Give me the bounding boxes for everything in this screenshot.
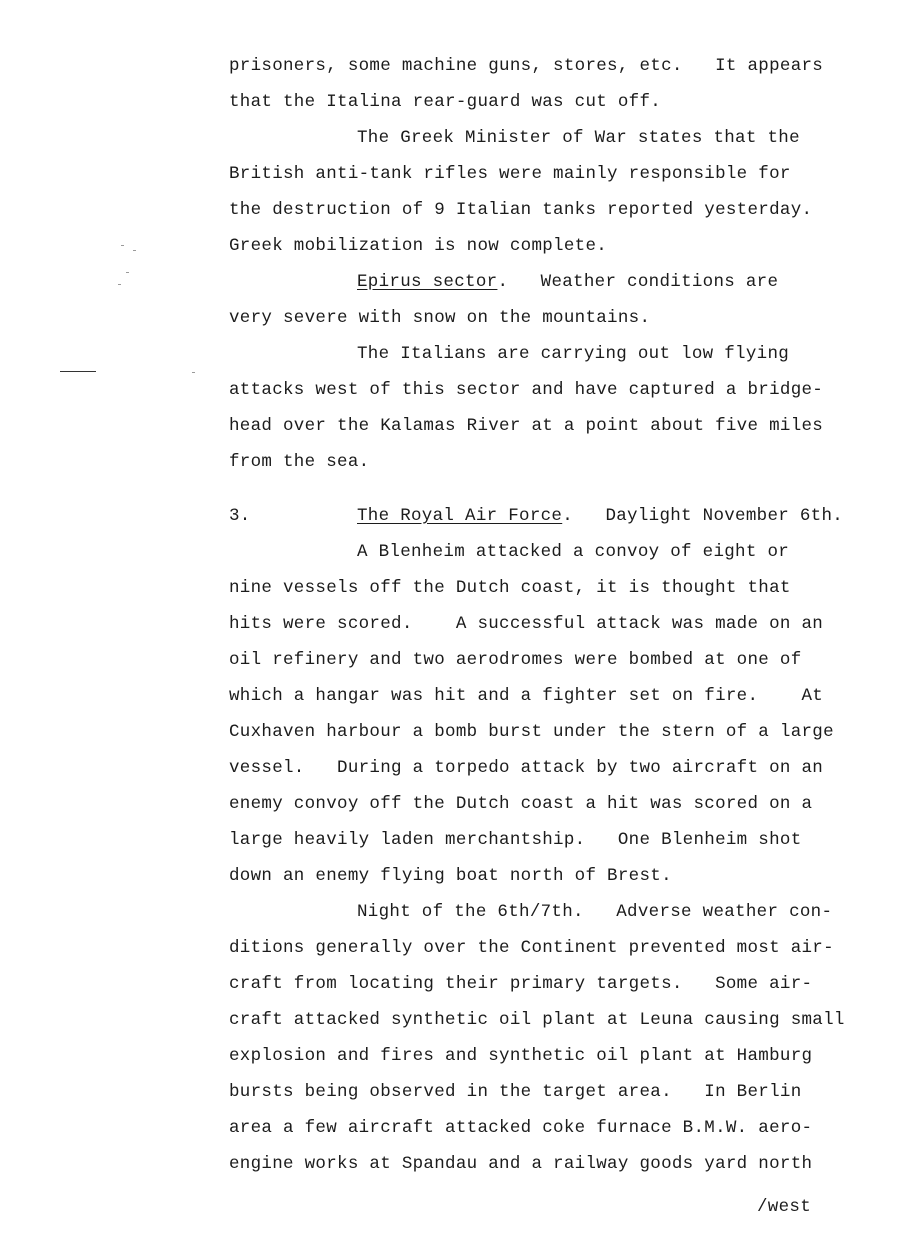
epirus-paragraph-line [357,272,778,292]
text-line-4: British anti-tank rifles were mainly responsible for [229,164,791,184]
text-line-18: which a hangar was hit and a fighter set on fire. At [229,686,824,706]
raf-paragraph-line [357,506,843,526]
scan-speck [192,372,195,373]
text-line-22: large heavily laden merchantship. One Blenheim shot [229,830,802,850]
text-line-29: bursts being observed in the target area. In Berlin [229,1082,802,1102]
text-line-13: . Daylight November 6th. [562,506,844,526]
text-line-19: Cuxhaven harbour a bomb burst under the stern of a large [229,722,834,742]
text-line-7: . Weather conditions are [497,272,779,292]
epirus-sector-heading: Epirus sector [357,272,498,292]
text-line-1: prisoners, some machine guns, stores, etc. It appears [229,56,824,76]
text-line-8: very severe with snow on the mountains. [229,308,651,328]
text-line-10: attacks west of this sector and have captured a bridge- [229,380,824,400]
text-line-9: The Italians are carrying out low flying [357,344,790,364]
text-line-28: explosion and fires and synthetic oil plant at Hamburg [229,1046,813,1066]
text-line-24: Night of the 6th/7th. Adverse weather con- [357,902,833,922]
text-line-3: The Greek Minister of War states that the [357,128,800,148]
text-line-6: Greek mobilization is now complete. [229,236,608,256]
text-line-2: that the Italina rear-guard was cut off. [229,92,662,112]
section-number: 3. [229,506,251,526]
text-line-23: down an enemy flying boat north of Brest. [229,866,672,886]
text-line-5: the destruction of 9 Italian tanks reported yesterday. [229,200,813,220]
text-line-17: oil refinery and two aerodromes were bombed at one of [229,650,802,670]
catchword: /west [757,1197,812,1217]
text-line-21: enemy convoy off the Dutch coast a hit was scored on a [229,794,813,814]
margin-rule [60,371,96,372]
scan-speck [126,272,129,273]
text-line-15: nine vessels off the Dutch coast, it is thought that [229,578,791,598]
text-line-12: from the sea. [229,452,370,472]
scan-speck [133,250,136,251]
scan-speck [121,245,124,246]
text-line-20: vessel. During a torpedo attack by two aircraft on an [229,758,824,778]
text-line-31: engine works at Spandau and a railway goods yard north [229,1154,813,1174]
text-line-14: A Blenheim attacked a convoy of eight or [357,542,790,562]
text-line-16: hits were scored. A successful attack was made on an [229,614,824,634]
scan-speck [118,284,121,285]
text-line-26: craft from locating their primary targets. Some air- [229,974,813,994]
text-line-25: ditions generally over the Continent prevented most air- [229,938,834,958]
text-line-30: area a few aircraft attacked coke furnace B.M.W. aero- [229,1118,813,1138]
raf-heading: The Royal Air Force [357,506,563,526]
text-line-27: craft attacked synthetic oil plant at Leuna causing small [229,1010,845,1030]
text-line-11: head over the Kalamas River at a point about five miles [229,416,824,436]
